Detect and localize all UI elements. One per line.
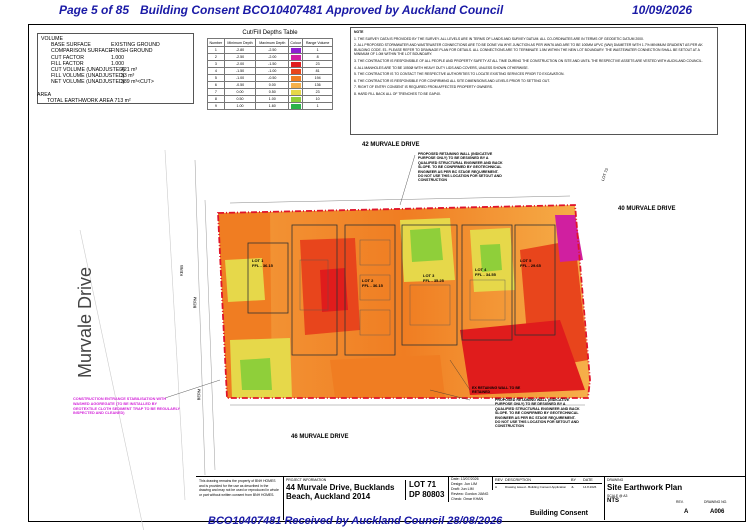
table-cell: 7 bbox=[208, 89, 225, 96]
by-header: BY bbox=[571, 478, 577, 482]
table-cell: 9 bbox=[208, 103, 225, 110]
scale-label: SCALE @ A3 bbox=[607, 493, 628, 498]
lot-label bbox=[423, 273, 444, 283]
table-cell: -1.00 bbox=[224, 75, 256, 82]
table-cell: 1.00 bbox=[256, 96, 289, 103]
desc-header: DESCRIPTION bbox=[505, 478, 531, 482]
rev-a-date: 14.8.2026 bbox=[583, 485, 597, 489]
lot-name: LOT 1 bbox=[252, 258, 264, 263]
table-cell: 8 bbox=[303, 54, 333, 61]
street-label-right: 40 MURVALE DRIVE bbox=[618, 206, 676, 212]
note-item: 3. THE CONTRACTOR IS RESPONSIBLE OF ALL PEOPLE AND PROPERTY SAFETY AT ALL TIME DURING THE CONSTRUCTION ON SITE AND UNTIL THE RESPECTIVE ASSETS ARE VESTED WITH AUCKLAND COUNCIL. bbox=[354, 58, 703, 63]
note-item: 5. THE CONTRACTOR IS TO CONTACT THE RESPECTIVE AUTHORITIES TO LOCATE EXISTING SERVICES PRIOR TO EXCAVATION. bbox=[354, 72, 565, 77]
rev-value: A bbox=[684, 509, 689, 515]
revision-table bbox=[492, 477, 602, 490]
table-cell: -0.50 bbox=[256, 75, 289, 82]
vol-key: CUT FACTOR bbox=[51, 54, 84, 61]
date-header: DATE bbox=[583, 478, 593, 482]
berm-line bbox=[205, 200, 215, 470]
table-cell: -1.00 bbox=[256, 68, 289, 75]
vol-key: BASE SURFACE bbox=[51, 42, 91, 49]
table-cell: 23 bbox=[303, 89, 333, 96]
lot-name: LOT 5 bbox=[520, 258, 532, 263]
table-cell: 1 bbox=[208, 47, 225, 54]
vol-value: FINISH GROUND bbox=[111, 48, 153, 55]
lot-label bbox=[475, 267, 496, 277]
dimension-line bbox=[230, 196, 570, 203]
table-cell: 10 bbox=[303, 96, 333, 103]
col-header: Minimum Depth bbox=[224, 39, 256, 47]
drawing-label: DRAWING bbox=[607, 478, 624, 482]
project-info-label: PROJECT INFORMATION bbox=[286, 478, 327, 482]
table-cell: -2.00 bbox=[224, 61, 256, 68]
table-cell: 1.60 bbox=[256, 103, 289, 110]
issue-status: Building Consent bbox=[530, 510, 588, 517]
area-title: AREA bbox=[37, 92, 52, 98]
rev-a-desc: Drawing issued - Building Consent Application bbox=[505, 485, 567, 489]
col-header: Colour bbox=[290, 40, 302, 45]
lot-ffl: FFL - 35.25 bbox=[423, 278, 444, 283]
lot-block bbox=[405, 480, 447, 500]
vol-value: 1.000 bbox=[111, 60, 124, 67]
vol-value: 389 m³<CUT> bbox=[121, 79, 154, 86]
table-cell: 5 bbox=[208, 75, 225, 82]
table-cell: 4 bbox=[208, 68, 225, 75]
page-info: Page 5 of 85 bbox=[59, 3, 130, 17]
lot-ffl: FFL - 29.65 bbox=[520, 263, 541, 268]
rev-a: A bbox=[495, 485, 498, 489]
col-header: Maximum Depth bbox=[256, 39, 289, 47]
design-label: Design: bbox=[451, 482, 464, 486]
table-cell: 1.00 bbox=[224, 103, 256, 110]
draft-value: Jun LIM bbox=[460, 487, 474, 491]
vol-key: FILL VOLUME (UNADJUSTED) bbox=[51, 73, 125, 80]
table-cell: -2.00 bbox=[256, 54, 289, 61]
cut-fill-title: Cut/Fill Depths Table bbox=[242, 30, 298, 36]
draft-label: Draft: bbox=[451, 487, 460, 491]
lot-ffl: FFL - 36.15 bbox=[252, 263, 273, 268]
lot-ref-label: LOT 73 bbox=[600, 167, 610, 182]
retaining-wall-note-bottom: PROPOSED RETAINING WALL (INDICATIVE PURPOSE ONLY) TO BE DESIGNED BY A QUALIFIED STRUCTURAL ENGINEER AND BACK SLOPE. TO BE CONFIRMED BY GEOTECHNICAL ENGINEER AS PER BC STAGE REQUIREMENT. DO NOT USE THIS LOCATION FOR SETOUT AND CONSTRUCTION bbox=[495, 398, 580, 429]
design-value: Jun LIM bbox=[464, 482, 477, 486]
berm-label-lower: BERM bbox=[196, 388, 202, 401]
lot-ffl: FFL - 34.55 bbox=[475, 272, 496, 277]
vol-key: CUT VOLUME (UNADJUSTED) bbox=[51, 67, 125, 74]
table-cell: 136 bbox=[303, 82, 333, 89]
table-cell: 6 bbox=[208, 82, 225, 89]
volume-title: VOLUME bbox=[41, 36, 63, 42]
lot-label bbox=[520, 258, 541, 268]
consent-banner: Building Consent BCO10407481 Approved by Auckland Council bbox=[140, 3, 504, 17]
rev-a-by: JL bbox=[571, 485, 575, 489]
note-item: 2. ALL PROPOSED STORMWATER AND WASTEWATER CONNECTIONS ARE TO BE DONE VIA WYE JUNCTION AS PER WW76 AND ARE TO BE 100MM UPVC (WW) DIAMETER WITH 1.7% MINIMUM GRADIENT AS PER AK BUILDING CODE. E1. PLEASE REFER TO DRAINAGE PLAN FOR DETAILS. ALL CONNECTIONS ARE TO TERMINATE 1.5M WITHIN THE NEW LOT BOUNDARY. THE WASTEWATER CONNECTION SHALL BE SETOUT AT A MINIMUM OF 1.0M WITHIN THE LOT BOUNDARY. bbox=[354, 43, 703, 57]
drawing-number: A006 bbox=[710, 509, 725, 515]
table-cell: -1.50 bbox=[224, 68, 256, 75]
table-cell: 1 bbox=[303, 103, 333, 110]
table-cell: 8 bbox=[208, 96, 225, 103]
table-cell: -0.50 bbox=[224, 82, 256, 89]
check-label: Check: bbox=[451, 497, 463, 501]
berm-line bbox=[195, 160, 205, 475]
street-label-left: Murvale Drive bbox=[75, 266, 95, 378]
check-value: Omar KHAN bbox=[463, 497, 484, 501]
note-item: 4. ALL MANHOLES ARE TO BE 1050Ø WITH HEAVY DUTY LIDS AND COVERS, UNLESS SHOWN OTHERWISE. bbox=[354, 65, 529, 70]
dp-number: DP 80803 bbox=[409, 490, 445, 499]
project-info bbox=[283, 476, 403, 520]
table-cell: -1.50 bbox=[256, 61, 289, 68]
lot-ffl: FFL - 36.15 bbox=[362, 283, 383, 288]
col-header: Range Volume bbox=[303, 39, 333, 47]
date-value: 13/07/2026 bbox=[460, 477, 479, 481]
table-cell: 0.50 bbox=[256, 89, 289, 96]
street-label-bottom: 46 MURVALE DRIVE bbox=[291, 434, 349, 440]
table-cell: 0.00 bbox=[256, 82, 289, 89]
lot-number: LOT 71 bbox=[409, 480, 437, 489]
table-cell: 194 bbox=[303, 75, 333, 82]
notes-title: NOTE bbox=[354, 30, 364, 34]
rev-header: REV bbox=[495, 478, 503, 482]
lot-name: LOT 3 bbox=[423, 273, 435, 278]
table-cell: 0.50 bbox=[224, 96, 256, 103]
rev-label: REV. bbox=[676, 500, 684, 504]
lot-label bbox=[362, 278, 383, 288]
table-cell: -2.50 bbox=[224, 54, 256, 61]
table-cell: -2.80 bbox=[224, 47, 256, 54]
earthwork-area bbox=[218, 205, 590, 398]
table-cell: 3 bbox=[208, 61, 225, 68]
note-item: 1. THE SURVEY DATA IS PROVIDED BY THE SURVEY. ALL LEVELS ARE IN TERMS OF LANDS AND SURVEY DATUM. ALL CO-ORDINATES ARE IN TERMS OF GEODETIC DATUM 2000. bbox=[354, 36, 644, 41]
existing-wall-note: EX RETAINING WALL TO BE RETAINED bbox=[472, 386, 521, 395]
lot-name: LOT 2 bbox=[362, 278, 374, 283]
table-cell: 1 bbox=[303, 47, 333, 54]
vol-key: NET VOLUME (UNADJUSTED) bbox=[51, 79, 125, 86]
area-row: TOTAL EARTHWORK AREA 713 m² bbox=[47, 98, 131, 105]
kerb-label: KERB bbox=[178, 264, 185, 277]
drawing-no-label: DRAWING NO. bbox=[704, 500, 728, 504]
note-item: 6. THE CONTRACTOR IS RESPONSIBLE FOR CONFIRMING ALL SITE DIMENSIONS AND LEVELS PRIOR TO SETTING OUT. bbox=[354, 78, 550, 83]
table-cell: 2 bbox=[208, 54, 225, 61]
vol-value: 33 m³ bbox=[121, 73, 135, 80]
vol-value: 421 m³ bbox=[121, 67, 138, 74]
disclaimer: This drawing remains the property of BNH HOMES and is provided for the use as described in the drawing and may not be used or reproduced in whole or part without written consent from BNH HOMES. bbox=[199, 479, 279, 497]
date-label: Date: bbox=[451, 477, 460, 481]
note-item: 8. HARD FILL BACK ALL OF TRENCHES TO BE GAP40. bbox=[354, 91, 441, 96]
review-value: Gordon JIANG bbox=[464, 492, 489, 496]
lot-name: LOT 4 bbox=[475, 267, 487, 272]
table-cell: 0.00 bbox=[224, 89, 256, 96]
drawing-title-block bbox=[604, 476, 746, 520]
table-cell: 81 bbox=[303, 68, 333, 75]
table-cell: -2.50 bbox=[256, 47, 289, 54]
vol-value: EXISTING GROUND bbox=[111, 42, 160, 49]
received-stamp: BCO10407481 Received by Auckland Council 28/08/2026 bbox=[208, 515, 503, 527]
construction-entrance-note: CONSTRUCTION ENTRANCE STABILISATION WITH WASHED AGGREGATE (TO BE INSTALLED BY GEOTEXTILE CLOTH SEDIMENT TRAP TO BE REGULARLY INSPECTED AND CLEANED) bbox=[73, 397, 181, 416]
vol-key: COMPARISON SURFACE bbox=[51, 48, 113, 55]
vol-key: FILL FACTOR bbox=[51, 60, 84, 67]
scale-value: NTS bbox=[607, 498, 619, 505]
col-header: Number bbox=[209, 40, 223, 45]
note-item: 7. RIGHT OF ENTRY CONSENT IS REQUIRED FROM AFFECTED PROPERTY OWNERS. bbox=[354, 85, 493, 90]
street-label-top: 42 MURVALE DRIVE bbox=[362, 142, 420, 148]
road-edge bbox=[165, 150, 185, 500]
banner-date: 10/09/2026 bbox=[632, 3, 693, 17]
table-cell: 23 bbox=[303, 61, 333, 68]
lot-label bbox=[252, 258, 273, 268]
vol-value: 1.000 bbox=[111, 54, 124, 61]
retaining-wall-note-top: PROPOSED RETAINING WALL (INDICATIVE PURPOSE ONLY) TO BE DESIGNED BY A QUALIFIED STRUCTURAL ENGINEER AND BACK SLOPE. TO BE CONFIRMED BY GEOTECHNICAL ENGINEER AS PER BC STAGE REQUIREMENT. DO NOT USE THIS LOCATION FOR SETOUT AND CONSTRUCTION bbox=[418, 152, 503, 183]
berm-label: BERM bbox=[192, 296, 198, 309]
project-name: 44 Murvale Drive, Bucklands Beach, Auckland 2014 bbox=[286, 482, 395, 501]
drawing-title: Site Earthwork Plan bbox=[607, 482, 683, 492]
review-label: Review: bbox=[451, 492, 464, 496]
